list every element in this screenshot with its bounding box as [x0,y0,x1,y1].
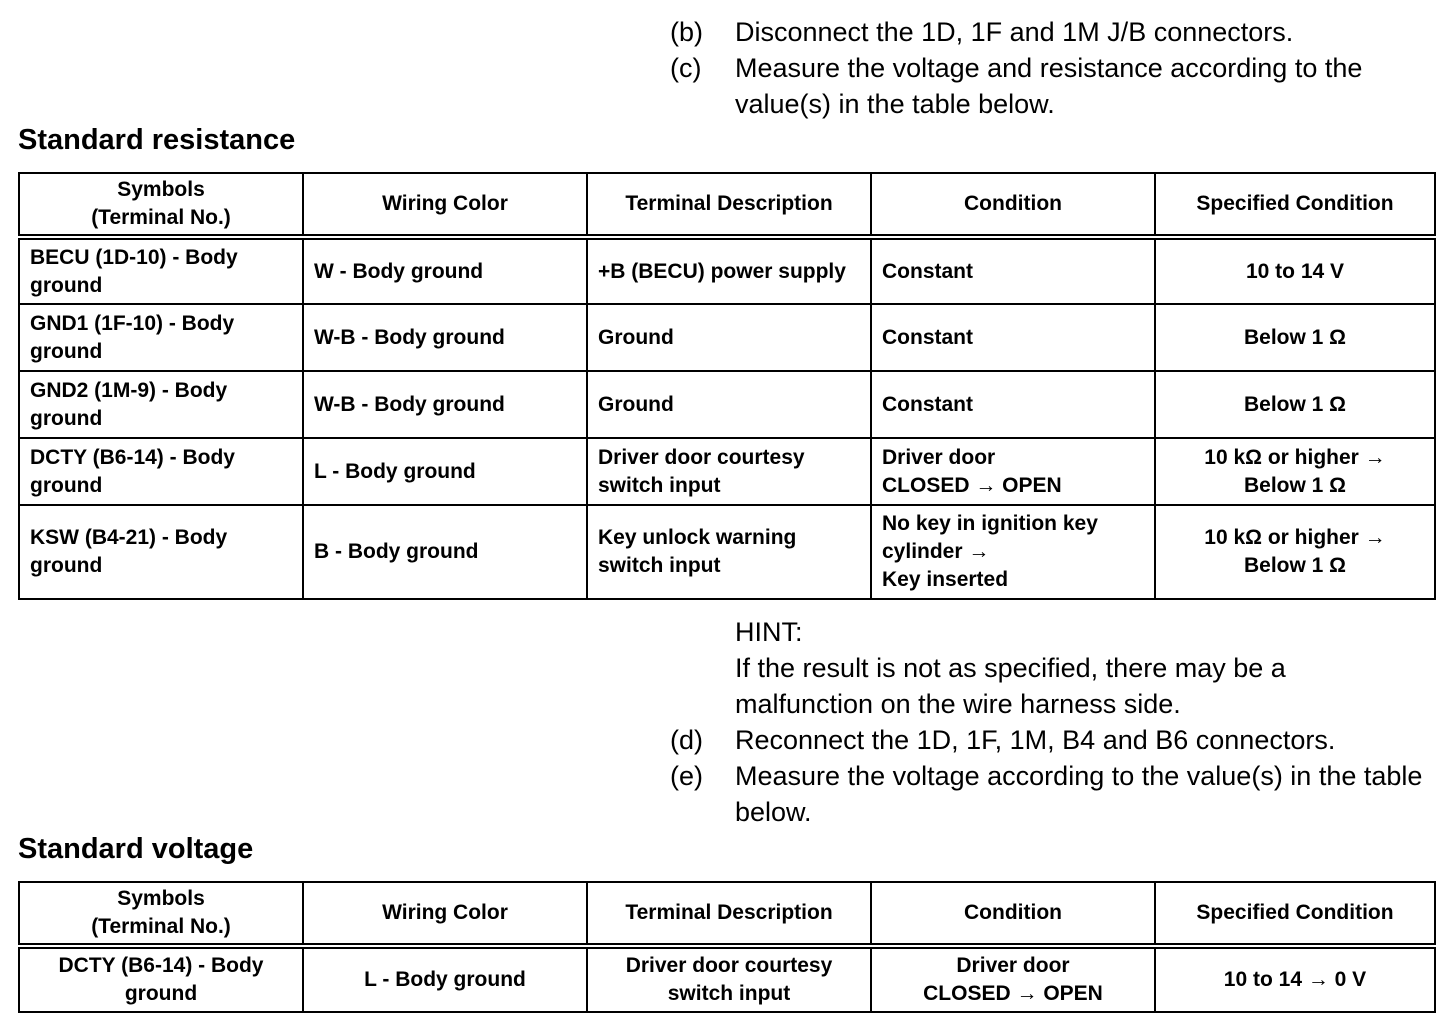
header-condition: Condition [871,173,1155,237]
cell-description: Driver door courtesy switch input [587,946,871,1012]
cell-description: Key unlock warning switch input [587,505,871,599]
header-wiring-color: Wiring Color [303,882,587,946]
header-symbols: Symbols (Terminal No.) [19,882,303,946]
step-b-label: (b) [670,17,703,47]
cell-symbol: DCTY (B6-14) - Body ground [19,438,303,505]
cell-wiring: L - Body ground [303,946,587,1012]
table-row [19,237,1435,304]
cell-condition: Constant [871,304,1155,371]
cell-condition: Constant [871,237,1155,304]
step-b [670,14,1456,50]
table-row [19,438,1435,505]
resistance-heading: Standard resistance [18,124,296,156]
header-symbols: Symbols (Terminal No.) [19,173,303,237]
cell-description: Ground [587,304,871,371]
step-d-label: (d) [670,725,703,755]
cell-specified: 10 to 14 → 0 V [1155,946,1435,1012]
step-d [670,722,1456,758]
resistance-table [18,172,1436,600]
cell-specified: Below 1 Ω [1155,304,1435,371]
header-specified-condition: Specified Condition [1155,173,1435,237]
cell-description: +B (BECU) power supply [587,237,871,304]
cell-condition: No key in ignition key cylinder → Key inserted [871,505,1155,599]
header-terminal-description: Terminal Description [587,882,871,946]
cell-specified: 10 kΩ or higher → Below 1 Ω [1155,505,1435,599]
cell-specified: Below 1 Ω [1155,371,1435,438]
header-wiring-color: Wiring Color [303,173,587,237]
cell-description: Driver door courtesy switch input [587,438,871,505]
step-c-label: (c) [670,53,702,83]
cell-condition: Driver door CLOSED → OPEN [871,438,1155,505]
step-c [670,50,1456,122]
voltage-heading: Standard voltage [18,833,254,865]
step-e [670,758,1456,830]
cell-symbol: GND2 (1M-9) - Body ground [19,371,303,438]
cell-symbol: KSW (B4-21) - Body ground [19,505,303,599]
step-d-text: Reconnect the 1D, 1F, 1M, B4 and B6 connectors. [735,725,1336,755]
voltage-table [18,881,1436,1013]
cell-symbol: DCTY (B6-14) - Body ground [19,946,303,1012]
cell-condition: Driver door CLOSED → OPEN [871,946,1155,1012]
cell-wiring: W - Body ground [303,237,587,304]
cell-specified: 10 kΩ or higher → Below 1 Ω [1155,438,1435,505]
step-e-text: Measure the voltage according to the value(s) in the table below. [735,761,1423,827]
cell-wiring: L - Body ground [303,438,587,505]
hint-title: HINT: [735,617,803,647]
table-row [19,371,1435,438]
cell-symbol: BECU (1D-10) - Body ground [19,237,303,304]
cell-wiring: W-B - Body ground [303,371,587,438]
cell-description: Ground [587,371,871,438]
hint-text: If the result is not as specified, there may be a malfunction on the wire harness side. [735,653,1286,719]
cell-wiring: B - Body ground [303,505,587,599]
header-terminal-description: Terminal Description [587,173,871,237]
cell-condition: Constant [871,371,1155,438]
table-header-row [19,173,1435,237]
cell-symbol: GND1 (1F-10) - Body ground [19,304,303,371]
table-row [19,304,1435,371]
header-condition: Condition [871,882,1155,946]
table-row [19,946,1435,1012]
step-b-text: Disconnect the 1D, 1F and 1M J/B connectors. [735,17,1294,47]
cell-specified: 10 to 14 V [1155,237,1435,304]
cell-wiring: W-B - Body ground [303,304,587,371]
header-specified-condition: Specified Condition [1155,882,1435,946]
table-row [19,505,1435,599]
step-e-label: (e) [670,761,703,791]
table-header-row [19,882,1435,946]
step-c-text: Measure the voltage and resistance according to the value(s) in the table below. [735,53,1363,119]
